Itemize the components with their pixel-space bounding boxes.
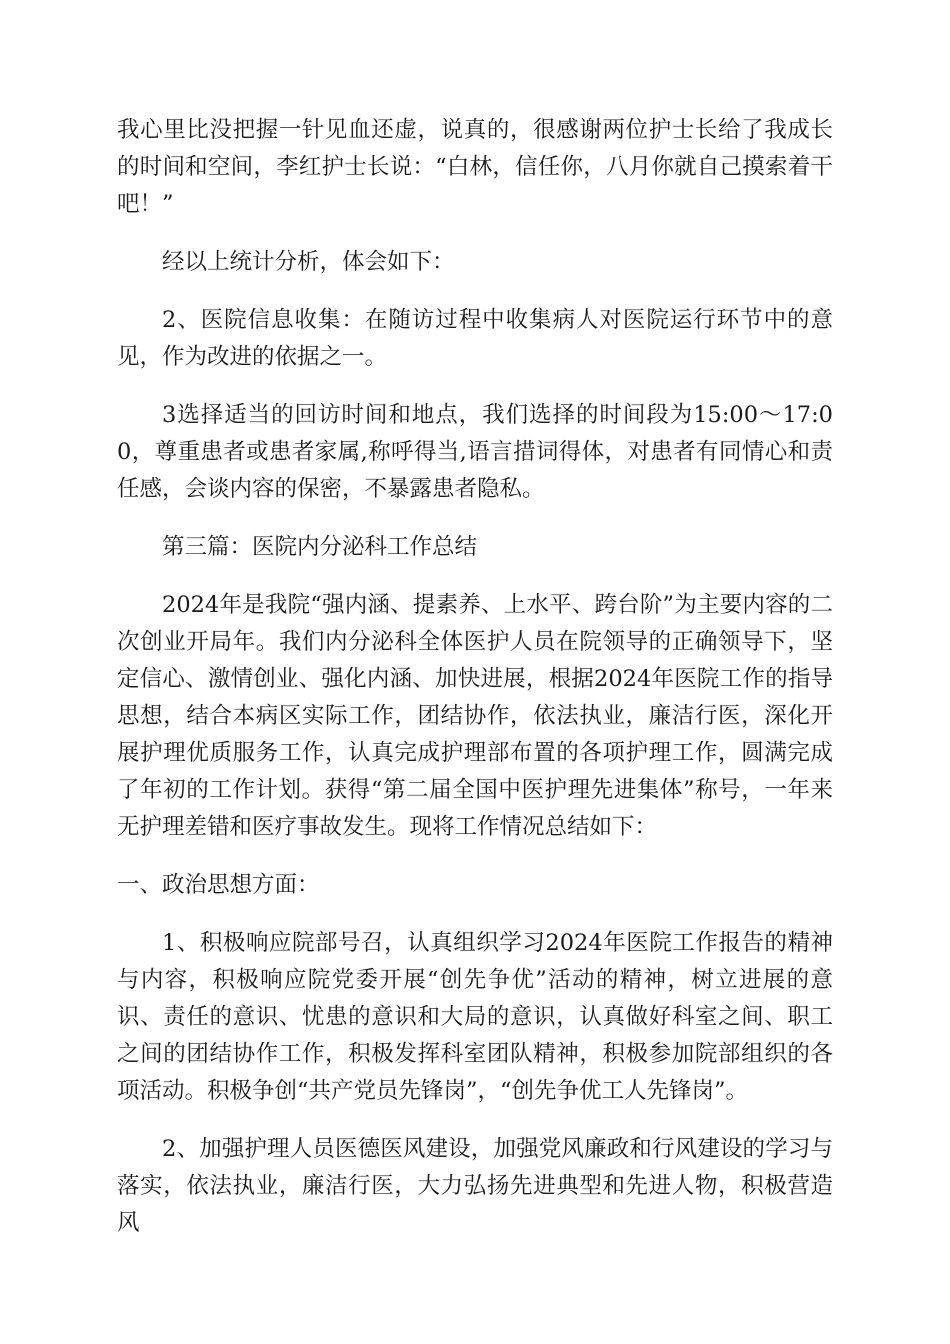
paragraph-info-collection: 2、医院信息收集：在随访过程中收集病人对医院运行环节中的意见，作为改进的依据之一。 xyxy=(117,307,833,370)
paragraph-item-1: 1、积极响应院部号召，认真组织学习2024年医院工作报告的精神与内容，积极响应院党委开展“创先争优”活动的精神，树立进展的意识、责任的意识、忧患的意识和大局的意识，认真做好科室之间、职工之间的团结协作工作，积极发挥科室团队精神，积极参加院部组织的各项活动。积极争创“共产党员先锋岗”，“创先争优工人先锋岗”。 xyxy=(117,930,833,1104)
paragraph-item-2: 2、加强护理人员医德医风建设，加强党风廉政和行风建设的学习与落实，依法执业，廉洁行医，大力弘扬先进典型和先进人物，积极营造风 xyxy=(117,1136,833,1236)
document-body xyxy=(117,112,833,1242)
paragraph-visit-time: 3选择适当的回访时间和地点，我们选择的时间段为15:00～17:00，尊重患者或患者家属,称呼得当,语言措词得体，对患者有同情心和责任感，会谈内容的保密，不暴露患者隐私。 xyxy=(117,402,833,502)
paragraph-gratitude: 我心里比没把握一针见血还虚，说真的，很感谢两位护士长给了我成长的时间和空间，李红护士长说：“白林，信任你，八月你就自己摸索着干吧！” xyxy=(117,117,833,217)
paragraph-analysis-intro: 经以上统计分析，体会如下： xyxy=(162,249,455,275)
section-heading-third: 第三篇：医院内分泌科工作总结 xyxy=(162,534,478,560)
section-heading-political: 一、政治思想方面： xyxy=(117,872,320,898)
paragraph-annual-summary: 2024年是我院“强内涵、提素养、上水平、跨台阶”为主要内容的二次创业开局年。我们内分泌科全体医护人员在院领导的正确领导下，坚定信心、激情创业、强化内涵、加快进展，根据2024年医院工作的指导思想，结合本病区实际工作，团结协作，依法执业，廉洁行医，深化开展护理优质服务工作，认真完成护理部布置的各项护理工作，圆满完成了年初的工作计划。获得“第二届全国中医护理先进集体”称号，一年来无护理差错和医疗事故发生。现将工作情况总结如下： xyxy=(117,592,833,840)
